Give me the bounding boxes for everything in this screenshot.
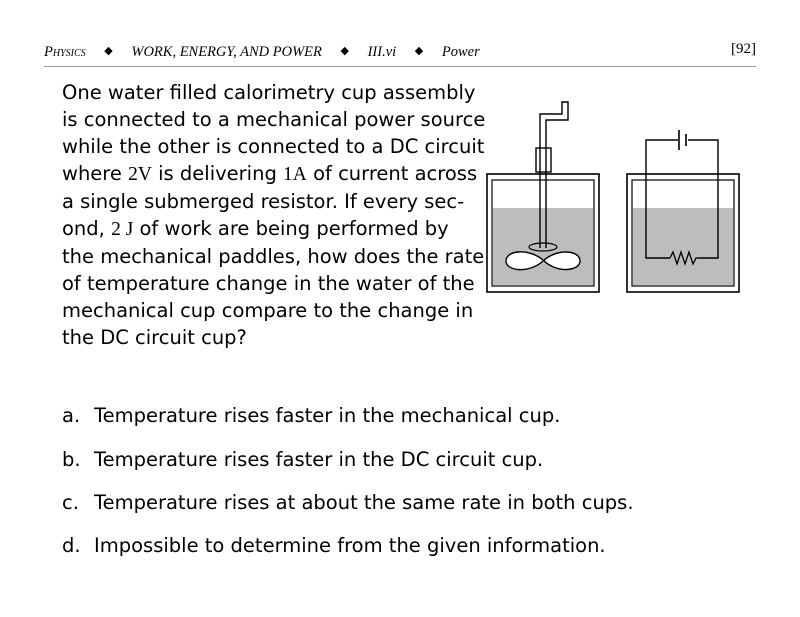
mechanical-cup [487, 102, 599, 292]
page-number: [92] [731, 41, 756, 57]
header-topic: Power [441, 44, 480, 60]
question-fragment: of work are being performed by [133, 217, 449, 240]
answer-option-a[interactable] [62, 404, 560, 427]
question-text [62, 79, 486, 351]
option-letter: b. [62, 448, 81, 471]
question-line: One water filled calorimetry cup assembly [62, 81, 476, 104]
question-line: of temperature change in the water of the [62, 272, 475, 295]
answer-option-d[interactable] [62, 534, 606, 557]
option-letter: a. [62, 404, 81, 427]
water-fill [493, 208, 594, 285]
header-subject: Physics [44, 44, 86, 60]
option-text: Impossible to determine from the given information. [94, 534, 606, 557]
question-fragment: ond, [62, 217, 112, 240]
question-line: the mechanical paddles, how does the rate [62, 245, 485, 268]
question-fragment: of current across [306, 162, 478, 185]
header-section: III.vi [367, 44, 397, 60]
question-fragment: where [62, 162, 129, 185]
option-text: Temperature rises at about the same rate in both cups. [94, 491, 634, 514]
question-line [62, 215, 482, 243]
current-value: 1A [283, 164, 307, 185]
work-value: 2 J [111, 219, 134, 240]
question-line: the DC circuit cup? [62, 326, 247, 349]
option-text: Temperature rises faster in the DC circuit cup. [94, 448, 544, 471]
calorimeter-figure [484, 98, 746, 298]
question-line: a single submerged resistor. If every sec- [62, 190, 465, 213]
header-chapter: WORK, ENERGY, AND POWER [131, 44, 322, 60]
motor-housing [536, 148, 551, 172]
separator-diamond-icon: ◆ [104, 45, 113, 57]
option-text: Temperature rises faster in the mechanical cup. [94, 404, 561, 427]
dc-circuit-cup [627, 130, 739, 292]
question-line [62, 160, 482, 188]
header-rule [44, 66, 756, 67]
page-header [44, 41, 756, 64]
question-line: mechanical cup compare to the change in [62, 299, 474, 322]
answer-option-b[interactable] [62, 448, 543, 471]
crank-handle [540, 102, 568, 126]
separator-diamond-icon: ◆ [414, 45, 424, 57]
separator-diamond-icon: ◆ [340, 45, 349, 57]
option-letter: d. [62, 534, 81, 557]
question-line: is connected to a mechanical power source [62, 108, 486, 131]
answer-option-c[interactable] [62, 491, 634, 514]
option-letter: c. [62, 491, 79, 514]
question-fragment: is delivering [151, 162, 284, 185]
breadcrumb [44, 44, 480, 61]
question-line: while the other is connected to a DC circuit [62, 135, 485, 158]
voltage-value: 2V [128, 164, 152, 185]
